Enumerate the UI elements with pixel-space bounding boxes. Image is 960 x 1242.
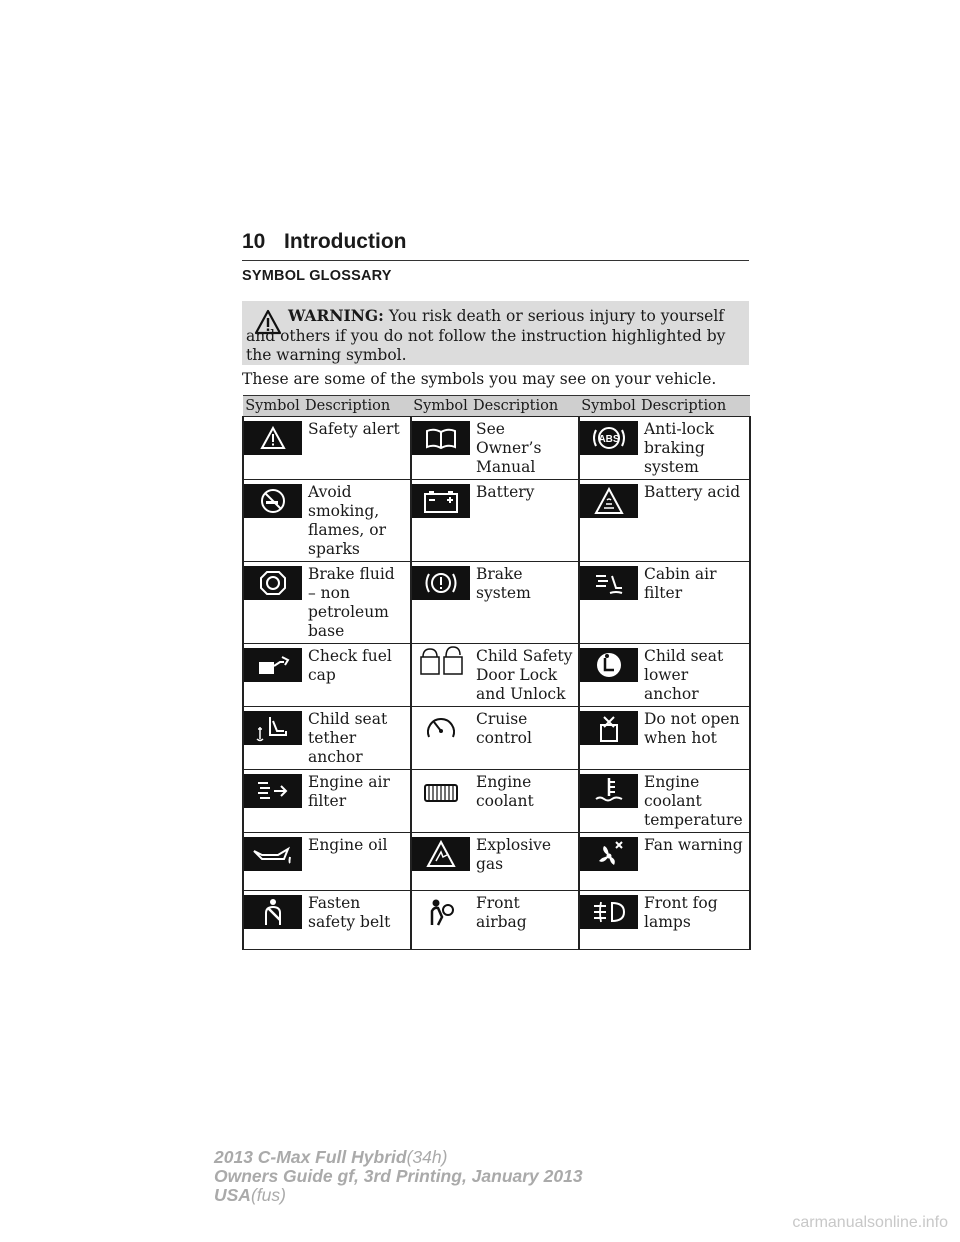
front-airbag-icon [412, 895, 470, 929]
explosive-gas-icon [412, 837, 470, 871]
table-row [243, 770, 750, 833]
do-not-open-hot-icon [580, 711, 638, 745]
symbol-description: Explosive gas [470, 833, 579, 891]
child-seat-tether-icon [244, 711, 302, 745]
symbol-description: Child Safety Door Lock and Unlock [470, 644, 579, 707]
symbol-description: Front airbag [470, 891, 579, 950]
symbol-description: Fasten safety belt [302, 891, 411, 950]
symbol-description: Engine coolant [470, 770, 579, 833]
symbol-description: Cruise control [470, 707, 579, 770]
cruise-control-icon [412, 711, 470, 745]
table-row [243, 833, 750, 891]
brake-system-icon [412, 566, 470, 600]
warning-label: WARNING: [288, 306, 384, 325]
page-header [242, 230, 749, 261]
symbol-description: Engine oil [302, 833, 411, 891]
symbol-description: Battery acid [638, 480, 750, 562]
svg-text:ABS: ABS [598, 434, 620, 445]
page-number: 10 [242, 230, 266, 253]
symbol-description: Child seat lower anchor [638, 644, 750, 707]
column-header-description: Description [302, 396, 411, 417]
watermark: carmanualsonline.info [792, 1214, 948, 1231]
table-row [243, 417, 750, 480]
battery-icon [412, 484, 470, 518]
column-header-symbol: Symbol [579, 396, 638, 417]
symbol-description: Fan warning [638, 833, 750, 891]
battery-acid-icon [580, 484, 638, 518]
column-header-description: Description [638, 396, 750, 417]
child-seat-anchor-icon [580, 648, 638, 682]
symbol-description: Check fuel cap [302, 644, 411, 707]
symbol-description: Child seat tether anchor [302, 707, 411, 770]
footer-model: 2013 C-Max Full Hybrid [214, 1147, 407, 1167]
symbol-description: Brake system [470, 562, 579, 644]
safety-alert-icon [244, 421, 302, 455]
section-title: SYMBOL GLOSSARY [242, 268, 392, 284]
symbol-description: Cabin air filter [638, 562, 750, 644]
symbol-description: Do not open when hot [638, 707, 750, 770]
table-header-row [243, 396, 750, 417]
engine-air-filter-icon [244, 774, 302, 808]
seat-belt-icon [244, 895, 302, 929]
table-row [243, 644, 750, 707]
document-footer [214, 1148, 583, 1205]
table-row [243, 562, 750, 644]
footer-region-code: (fus) [250, 1185, 286, 1205]
symbol-description: Engine air filter [302, 770, 411, 833]
engine-coolant-icon [412, 774, 470, 808]
table-row [243, 480, 750, 562]
cabin-air-filter-icon [580, 566, 638, 600]
engine-oil-icon [244, 837, 302, 871]
warning-box [242, 301, 749, 365]
symbol-description: Avoid smoking, flames, or sparks [302, 480, 411, 562]
warning-body: You risk death or serious injury to yourself and others if you do not follow the instruction highlighted by the warning symbol. [246, 307, 726, 364]
brake-fluid-icon [244, 566, 302, 600]
column-header-description: Description [470, 396, 579, 417]
symbol-description: Front fog lamps [638, 891, 750, 950]
symbol-glossary-table [242, 395, 751, 950]
symbol-description: Safety alert [302, 417, 411, 480]
chapter-title: Introduction [284, 230, 407, 253]
symbol-description: See Owner’s Manual [470, 417, 579, 480]
abs-icon [580, 421, 638, 455]
coolant-temperature-icon [580, 774, 638, 808]
footer-printing: Owners Guide gf, 3rd Printing, January 2013 [214, 1166, 583, 1186]
no-smoking-icon [244, 484, 302, 518]
owners-manual-icon [412, 421, 470, 455]
footer-model-code: (34h) [406, 1147, 448, 1167]
child-lock-icon [412, 644, 470, 678]
fuel-cap-icon [244, 648, 302, 682]
table-row [243, 891, 750, 950]
table-row [243, 707, 750, 770]
footer-region: USA [214, 1185, 251, 1205]
front-fog-lamps-icon [580, 895, 638, 929]
warning-text [246, 306, 741, 366]
symbol-description: Battery [470, 480, 579, 562]
column-header-symbol: Symbol [243, 396, 302, 417]
column-header-symbol: Symbol [411, 396, 470, 417]
fan-warning-icon [580, 837, 638, 871]
intro-text: These are some of the symbols you may see on your vehicle. [242, 370, 717, 388]
symbol-description: Anti-lock braking system [638, 417, 750, 480]
symbol-description: Engine coolant temperature [638, 770, 750, 833]
symbol-description: Brake fluid – non petroleum base [302, 562, 411, 644]
